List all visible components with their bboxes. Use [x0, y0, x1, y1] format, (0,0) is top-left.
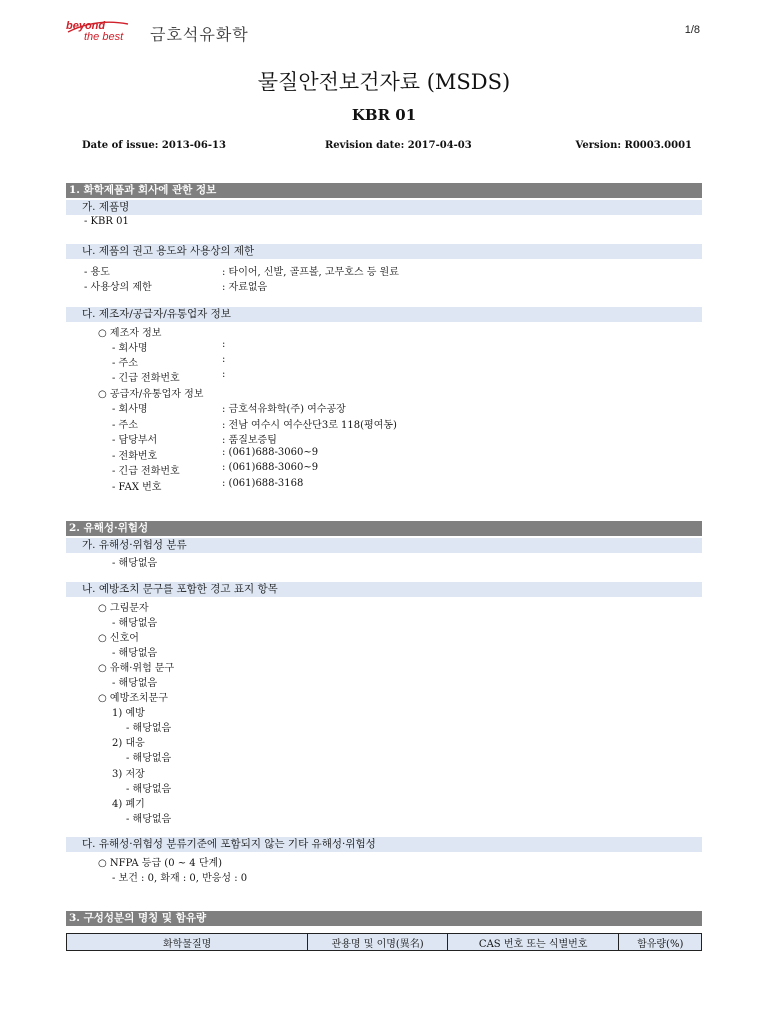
limit-value: : 자료없음	[222, 282, 268, 293]
hazard-statement-heading: ○ 유해·위험 문구	[98, 663, 175, 674]
section-2-heading: 2. 유해성·위험성	[66, 521, 702, 536]
pictogram-value: - 해당없음	[112, 618, 158, 629]
logo-tagline: the best	[84, 31, 124, 43]
sup-address-value: : 전남 여수시 여수산단3로 118(평여동)	[222, 420, 397, 431]
disposal-value: - 해당없음	[126, 814, 172, 825]
sup-tel-value: : (061)688-3060~9	[222, 447, 319, 458]
composition-table	[66, 933, 702, 951]
product-name: KBR 01	[351, 106, 417, 124]
section-2b-heading: 나. 예방조치 문구를 포함한 경고 표지 항목	[66, 582, 702, 597]
section-1a-heading: 가. 제품명	[66, 200, 702, 215]
precaution-heading: ○ 예방조치문구	[98, 693, 168, 704]
supplier-heading: ○ 공급자/유통업자 정보	[98, 389, 204, 400]
mfr-address-label: - 주소	[112, 358, 138, 369]
column-header: 화학물질명	[67, 934, 308, 951]
signal-word-value: - 해당없음	[112, 648, 158, 659]
section-1c-heading: 다. 제조자/공급자/유통업자 정보	[66, 307, 702, 322]
column-header: 관용명 및 이명(異名)	[308, 934, 448, 951]
classification-value: - 해당없음	[112, 558, 158, 569]
sup-address-label: - 주소	[112, 420, 138, 431]
disposal-heading: 4) 폐기	[112, 799, 145, 810]
logo-text: beyond	[66, 20, 106, 32]
page-number: 1/8	[684, 24, 700, 36]
sup-fax-label: - FAX 번호	[112, 482, 162, 493]
section-2c-heading: 다. 유해성·위험성 분류기준에 포함되지 않는 기타 유해성·위험성	[66, 837, 702, 852]
storage-heading: 3) 저장	[112, 769, 145, 780]
column-header: CAS 번호 또는 식별번호	[447, 934, 618, 951]
use-label: - 용도	[84, 267, 110, 278]
issue-date: Date of issue: 2013-06-13	[82, 140, 226, 151]
version: Version: R0003.0001	[575, 140, 692, 151]
manufacturer-heading: ○ 제조자 정보	[98, 328, 162, 339]
signal-word-heading: ○ 신호어	[98, 633, 139, 644]
mfr-phone-label: - 긴급 전화번호	[112, 373, 180, 384]
company-name: 금호석유화학	[150, 25, 249, 44]
storage-value: - 해당없음	[126, 784, 172, 795]
product-value: - KBR 01	[84, 216, 129, 227]
column-header: 함유량(%)	[619, 934, 702, 951]
sup-emergency-value: : (061)688-3060~9	[222, 462, 319, 473]
sup-company-value: : 금호석유화학(주) 여수공장	[222, 404, 346, 415]
response-heading: 2) 대응	[112, 738, 145, 749]
section-1b-heading: 나. 제품의 권고 용도와 사용상의 제한	[66, 244, 702, 259]
prevention-heading: 1) 예방	[112, 708, 145, 719]
nfpa-heading: ○ NFPA 등급 (0 ~ 4 단계)	[98, 858, 223, 869]
pictogram-heading: ○ 그림문자	[98, 603, 149, 614]
mfr-address-value: :	[222, 354, 226, 365]
document-title: 물질안전보건자료 (MSDS)	[257, 70, 511, 94]
sup-fax-value: : (061)688-3168	[222, 478, 304, 489]
use-value: : 타이어, 신발, 골프볼, 고무호스 등 원료	[222, 267, 399, 278]
prevention-value: - 해당없음	[126, 723, 172, 734]
response-value: - 해당없음	[126, 753, 172, 764]
sup-tel-label: - 전화번호	[112, 451, 158, 462]
mfr-phone-value: :	[222, 369, 226, 380]
mfr-company-value: :	[222, 339, 226, 350]
section-1-heading: 1. 화학제품과 회사에 관한 정보	[66, 183, 702, 198]
sup-dept-label: - 담당부서	[112, 435, 158, 446]
section-3-heading: 3. 구성성분의 명칭 및 함유량	[66, 911, 702, 926]
mfr-company-label: - 회사명	[112, 343, 148, 354]
section-2a-heading: 가. 유해성·위험성 분류	[66, 538, 702, 553]
sup-company-label: - 회사명	[112, 404, 148, 415]
hazard-statement-value: - 해당없음	[112, 678, 158, 689]
sup-dept-value: : 품질보증팀	[222, 435, 277, 446]
revision-date: Revision date: 2017-04-03	[325, 140, 472, 151]
nfpa-value: - 보건 : 0, 화재 : 0, 반응성 : 0	[112, 873, 248, 884]
sup-emergency-label: - 긴급 전화번호	[112, 466, 180, 477]
limit-label: - 사용상의 제한	[84, 282, 152, 293]
table-header-row	[67, 934, 702, 951]
